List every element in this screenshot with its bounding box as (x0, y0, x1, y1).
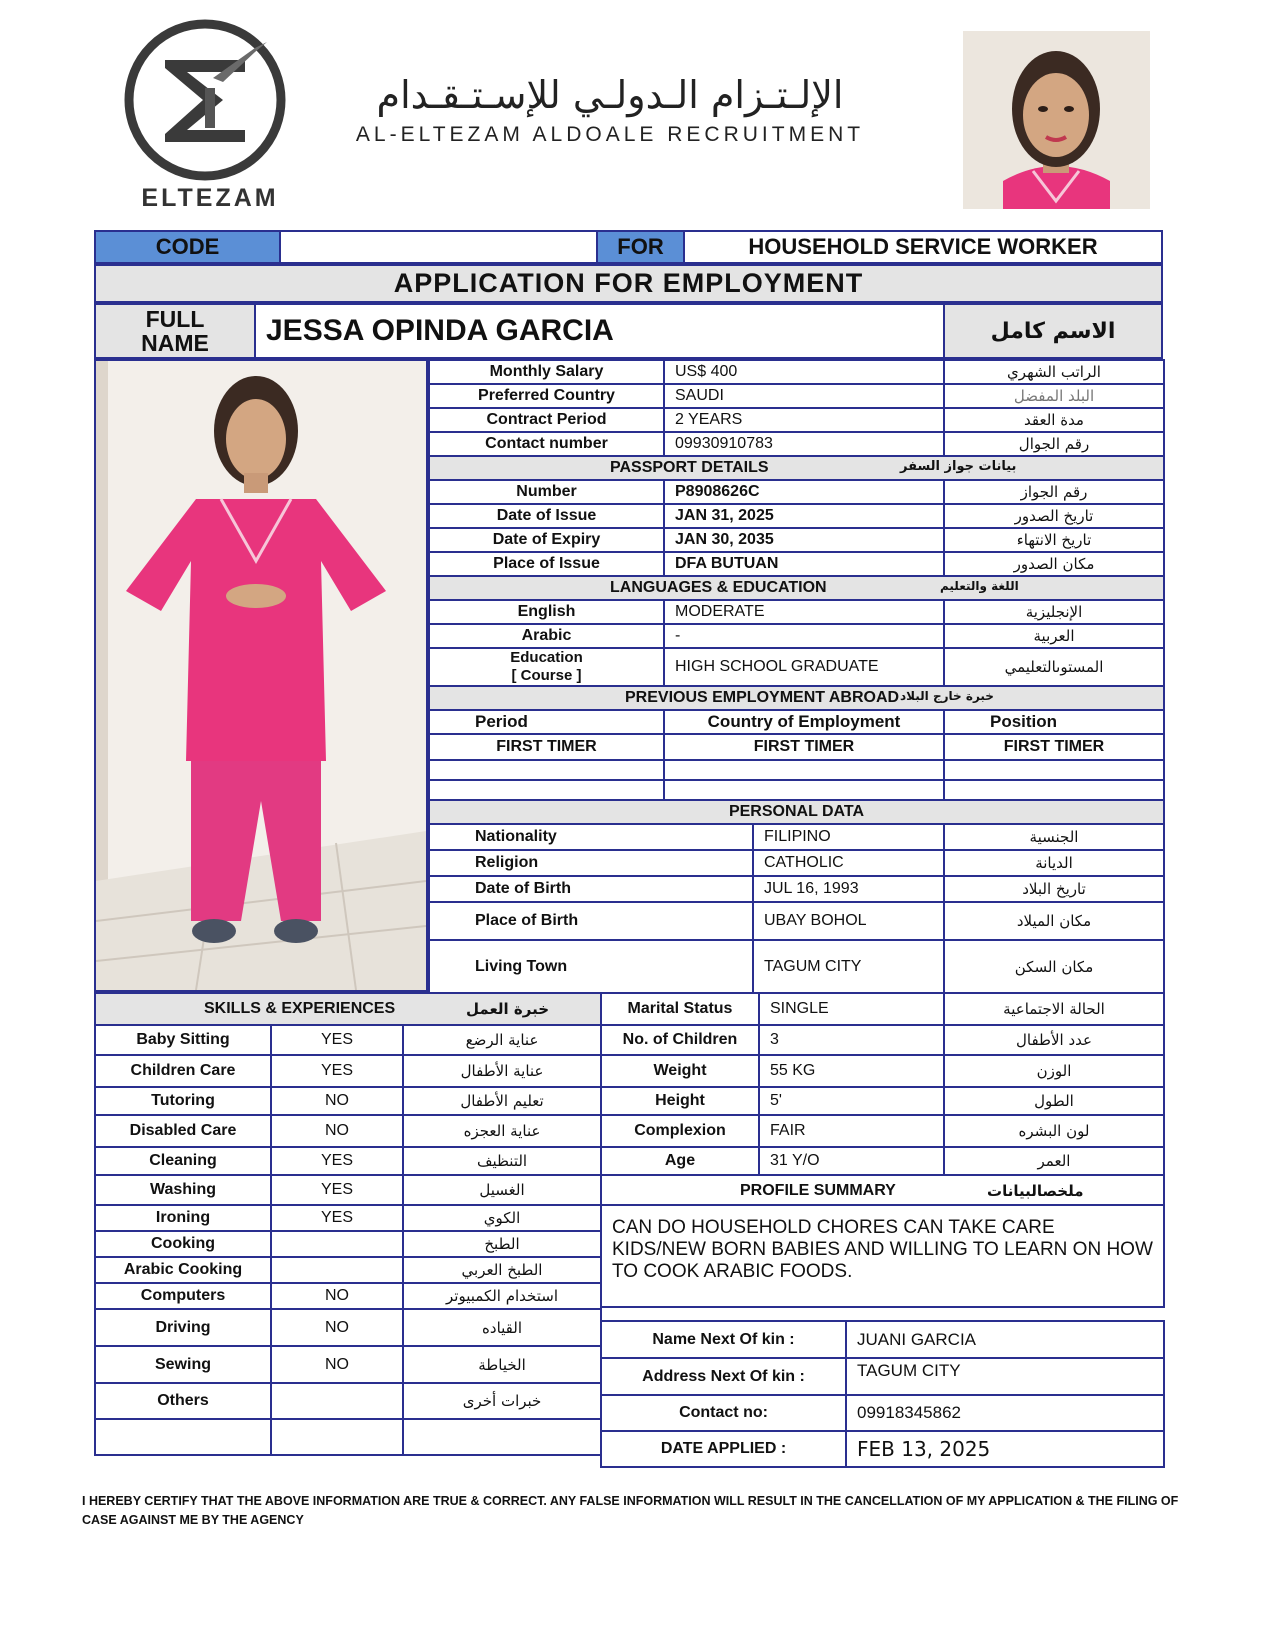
passport-row (429, 504, 1164, 528)
skill-label: Baby Sitting (95, 1025, 271, 1055)
personal-label-arabic: تاريخ البلاد (944, 876, 1164, 902)
skill-label-arabic: عناية الأطفال (403, 1055, 601, 1087)
other-data-label: Height (601, 1087, 759, 1115)
passport-row (429, 480, 1164, 504)
skill-label: Arabic Cooking (95, 1257, 271, 1283)
personal-label: Place of Birth (429, 902, 753, 940)
date-applied-value: FEB 13, 2025 (846, 1431, 1164, 1467)
skill-label: Sewing (95, 1346, 271, 1383)
personal-label-arabic: مكان السكن (944, 940, 1164, 993)
language-row (429, 624, 1164, 648)
job-label-arabic: مدة العقد (944, 408, 1164, 432)
education-label-line2: [ Course ] (511, 667, 582, 684)
personal-value: UBAY BOHOL (753, 902, 944, 940)
job-label: Monthly Salary (429, 360, 664, 384)
for-value: HOUSEHOLD SERVICE WORKER (684, 231, 1162, 263)
other-data-value: FAIR (759, 1115, 944, 1147)
job-row (429, 384, 1164, 408)
code-for-row (94, 230, 1163, 264)
other-data-label-arabic: الوزن (944, 1055, 1164, 1087)
full-name-label (95, 304, 255, 358)
education-label-arabic: المستوىالتعليمي (944, 648, 1164, 686)
kin-value: 09918345862 (846, 1395, 1164, 1431)
other-data-value: 31 Y/O (759, 1147, 944, 1175)
passport-value: JAN 31, 2025 (664, 504, 944, 528)
skill-row (95, 1309, 601, 1346)
personal-label-arabic: مكان الميلاد (944, 902, 1164, 940)
skill-row (95, 1383, 601, 1419)
personal-row (429, 876, 1164, 902)
full-name-row (94, 303, 1163, 359)
other-data-value: 5' (759, 1087, 944, 1115)
other-data-label: Weight (601, 1055, 759, 1087)
skill-row (95, 1115, 601, 1147)
passport-label: Date of Issue (429, 504, 664, 528)
passport-title: PASSPORT DETAILS (610, 459, 769, 476)
skill-label: Others (95, 1383, 271, 1419)
education-row (429, 648, 1164, 686)
job-value: 09930910783 (664, 432, 944, 456)
skill-value: NO (271, 1346, 403, 1383)
kin-label: Address Next Of kin : (601, 1358, 846, 1395)
passport-label-arabic: تاريخ الصدور (944, 504, 1164, 528)
job-row (429, 360, 1164, 384)
other-data-row (601, 1147, 1164, 1175)
personal-value: TAGUM CITY (753, 940, 944, 993)
other-data-label-arabic: الحالة الاجتماعية (944, 993, 1164, 1025)
kin-row (601, 1358, 1164, 1395)
passport-row (429, 552, 1164, 576)
profile-summary-header (601, 1175, 1164, 1205)
skill-row (95, 1346, 601, 1383)
kin-label: Contact no: (601, 1395, 846, 1431)
job-label-arabic: رقم الجوال (944, 432, 1164, 456)
personal-label: Religion (429, 850, 753, 876)
profile-summary-text: CAN DO HOUSEHOLD CHORES CAN TAKE CARE KIDS/NEW BORN BABIES AND WILLING TO LEARN ON HOW TO COOK ARABIC FOODS. (601, 1205, 1164, 1307)
next-of-kin-table (600, 1320, 1165, 1468)
skill-label-arabic: استخدام الكمبيوتر (403, 1283, 601, 1309)
job-label: Preferred Country (429, 384, 664, 408)
full-name-label-line1: FULL (145, 306, 205, 332)
passport-value: P8908626C (664, 480, 944, 504)
profile-summary-row (601, 1205, 1164, 1307)
profile-summary-title-arabic: ملخصالبيانات (987, 1182, 1084, 1200)
other-data-label: Complexion (601, 1115, 759, 1147)
passport-label-arabic: مكان الصدور (944, 552, 1164, 576)
skill-row (95, 1087, 601, 1115)
certification-statement: I HEREBY CERTIFY THAT THE ABOVE INFORMATION ARE TRUE & CORRECT. ANY FALSE INFORMATION WILL RESULT IN THE CANCELLATION OF MY APPLICATION & THE FILING OF CASE AGAINST ME BY THE AGENCY (82, 1494, 1179, 1527)
other-data-value: SINGLE (759, 993, 944, 1025)
other-data-label: Age (601, 1147, 759, 1175)
kin-label: Name Next Of kin : (601, 1321, 846, 1358)
skill-row (95, 1175, 601, 1205)
position-column-header: Position (944, 710, 1164, 734)
education-label-line1: Education (510, 649, 583, 666)
skill-label-arabic: التنظيف (403, 1147, 601, 1175)
full-name-label-line2: NAME (141, 330, 209, 356)
skills-header (95, 993, 601, 1025)
language-value: - (664, 624, 944, 648)
previous-employment-title: PREVIOUS EMPLOYMENT ABROAD (625, 689, 900, 706)
education-value: HIGH SCHOOL GRADUATE (664, 648, 944, 686)
job-label-arabic: الراتب الشهري (944, 360, 1164, 384)
language-label-arabic: العربية (944, 624, 1164, 648)
previous-employment-row (429, 734, 1164, 760)
skill-row-empty (95, 1419, 601, 1455)
kin-value: JUANI GARCIA (846, 1321, 1164, 1358)
personal-row (429, 940, 1164, 993)
skill-value: YES (271, 1147, 403, 1175)
full-name-value: JESSA OPINDA GARCIA (255, 304, 944, 358)
other-data-label: Marital Status (601, 993, 759, 1025)
title-row (94, 264, 1163, 303)
skill-row (95, 1055, 601, 1087)
skill-label-arabic: الخياطة (403, 1346, 601, 1383)
passport-value: JAN 30, 2035 (664, 528, 944, 552)
skill-label: Washing (95, 1175, 271, 1205)
skill-label: Disabled Care (95, 1115, 271, 1147)
skill-row (95, 1283, 601, 1309)
skill-label-arabic: الكوي (403, 1205, 601, 1231)
other-data-label-arabic: العمر (944, 1147, 1164, 1175)
kin-value: TAGUM CITY (846, 1358, 1164, 1395)
passport-title-arabic: بيانات جواز السفر (900, 459, 1017, 474)
skill-value: YES (271, 1205, 403, 1231)
passport-label-arabic: تاريخ الانتهاء (944, 528, 1164, 552)
job-label: Contract Period (429, 408, 664, 432)
skill-row (95, 1205, 601, 1231)
applicant-headshot-photo (963, 31, 1150, 209)
skill-label: Driving (95, 1309, 271, 1346)
job-row (429, 432, 1164, 456)
personal-value: CATHOLIC (753, 850, 944, 876)
skill-row (95, 1231, 601, 1257)
passport-label: Number (429, 480, 664, 504)
skill-label-arabic: القياده (403, 1309, 601, 1346)
personal-row (429, 850, 1164, 876)
skill-value (271, 1231, 403, 1257)
country-column-header: Country of Employment (664, 710, 944, 734)
skill-value: YES (271, 1175, 403, 1205)
skill-label-arabic: عناية الرضع (403, 1025, 601, 1055)
kin-row (601, 1321, 1164, 1358)
position-cell (944, 780, 1164, 800)
languages-section-header (429, 576, 1164, 600)
other-data-row (601, 1115, 1164, 1147)
period-column-header: Period (429, 710, 664, 734)
skill-row (95, 1257, 601, 1283)
education-label (429, 648, 664, 686)
languages-title: LANGUAGES & EDUCATION (610, 579, 827, 596)
logo-text: ELTEZAM (141, 183, 279, 212)
code-label: CODE (95, 231, 280, 263)
language-label-arabic: الإنجليزية (944, 600, 1164, 624)
period-cell (429, 760, 664, 780)
skill-label-arabic: الغسيل (403, 1175, 601, 1205)
job-row (429, 408, 1164, 432)
skill-label-arabic: تعليم الأطفال (403, 1087, 601, 1115)
date-applied-row (601, 1431, 1164, 1467)
skill-value: YES (271, 1025, 403, 1055)
code-value-field (280, 231, 597, 263)
personal-label-arabic: الجنسية (944, 824, 1164, 850)
period-cell (429, 780, 664, 800)
personal-label: Living Town (429, 940, 753, 993)
other-data-label-arabic: الطول (944, 1087, 1164, 1115)
skill-value: NO (271, 1283, 403, 1309)
previous-employment-row (429, 760, 1164, 780)
country-cell (664, 760, 944, 780)
period-cell: FIRST TIMER (429, 734, 664, 760)
skill-label-arabic: الطبخ العربي (403, 1257, 601, 1283)
skill-value: NO (271, 1087, 403, 1115)
date-applied-label: DATE APPLIED : (601, 1431, 846, 1467)
personal-row (429, 824, 1164, 850)
skill-value (271, 1257, 403, 1283)
personal-row (429, 902, 1164, 940)
job-value: SAUDI (664, 384, 944, 408)
previous-employment-title-arabic: خبرة خارج البلاد (900, 689, 994, 703)
skill-value: NO (271, 1309, 403, 1346)
job-value: 2 YEARS (664, 408, 944, 432)
skill-label: Cooking (95, 1231, 271, 1257)
skills-table (94, 992, 602, 1456)
form-title: APPLICATION FOR EMPLOYMENT (95, 265, 1162, 302)
other-data-row (601, 1025, 1164, 1055)
skill-row (95, 1025, 601, 1055)
previous-employment-header (429, 686, 1164, 710)
passport-label: Place of Issue (429, 552, 664, 576)
other-data-label-arabic: عدد الأطفال (944, 1025, 1164, 1055)
skill-label: Tutoring (95, 1087, 271, 1115)
previous-employment-columns (429, 710, 1164, 734)
applicant-full-body-photo (94, 359, 428, 992)
other-data-label-arabic: لون البشره (944, 1115, 1164, 1147)
personal-data-title: PERSONAL DATA (429, 800, 1164, 824)
language-label: Arabic (429, 624, 664, 648)
personal-value: JUL 16, 1993 (753, 876, 944, 902)
skills-title-arabic: خبرة العمل (466, 1000, 550, 1018)
profile-summary-title: PROFILE SUMMARY (740, 1182, 896, 1199)
passport-value: DFA BUTUAN (664, 552, 944, 576)
personal-data-table (428, 799, 1165, 994)
language-label: English (429, 600, 664, 624)
position-cell: FIRST TIMER (944, 734, 1164, 760)
previous-employment-row (429, 780, 1164, 800)
other-data-row (601, 1055, 1164, 1087)
language-row (429, 600, 1164, 624)
skills-title: SKILLS & EXPERIENCES (204, 1000, 396, 1017)
full-name-label-arabic: الاسم كامل (944, 304, 1162, 358)
skill-label: Computers (95, 1283, 271, 1309)
skill-value: YES (271, 1055, 403, 1087)
other-data-row (601, 1087, 1164, 1115)
job-label: Contact number (429, 432, 664, 456)
personal-label: Date of Birth (429, 876, 753, 902)
passport-section-header (429, 456, 1164, 480)
skill-label: Cleaning (95, 1147, 271, 1175)
skill-row (95, 1147, 601, 1175)
passport-row (429, 528, 1164, 552)
skill-label-arabic: الطبخ (403, 1231, 601, 1257)
other-data-row (601, 993, 1164, 1025)
language-value: MODERATE (664, 600, 944, 624)
skill-label: Ironing (95, 1205, 271, 1231)
skill-value (271, 1383, 403, 1419)
skill-label-arabic: خبرات أخرى (403, 1383, 601, 1419)
other-data-value: 3 (759, 1025, 944, 1055)
kin-row (601, 1395, 1164, 1431)
job-details-table (428, 359, 1165, 801)
personal-label: Nationality (429, 824, 753, 850)
country-cell (664, 780, 944, 800)
skill-label: Children Care (95, 1055, 271, 1087)
company-name-arabic: الإلـتـزام الـدولـي للإسـتـقـدام (376, 73, 844, 117)
job-value: US$ 400 (664, 360, 944, 384)
languages-title-arabic: اللغة والتعليم (940, 579, 1019, 593)
passport-label-arabic: رقم الجواز (944, 480, 1164, 504)
skill-value: NO (271, 1115, 403, 1147)
other-data-label: No. of Children (601, 1025, 759, 1055)
for-label: FOR (597, 231, 684, 263)
other-data-value: 55 KG (759, 1055, 944, 1087)
position-cell (944, 760, 1164, 780)
other-data-table (600, 992, 1165, 1308)
job-label-arabic: البلد المفضل (944, 384, 1164, 408)
country-cell: FIRST TIMER (664, 734, 944, 760)
personal-label-arabic: الديانة (944, 850, 1164, 876)
skill-label-arabic: عناية العجزه (403, 1115, 601, 1147)
passport-label: Date of Expiry (429, 528, 664, 552)
company-name-english: AL-ELTEZAM ALDOALE RECRUITMENT (355, 123, 865, 146)
personal-value: FILIPINO (753, 824, 944, 850)
